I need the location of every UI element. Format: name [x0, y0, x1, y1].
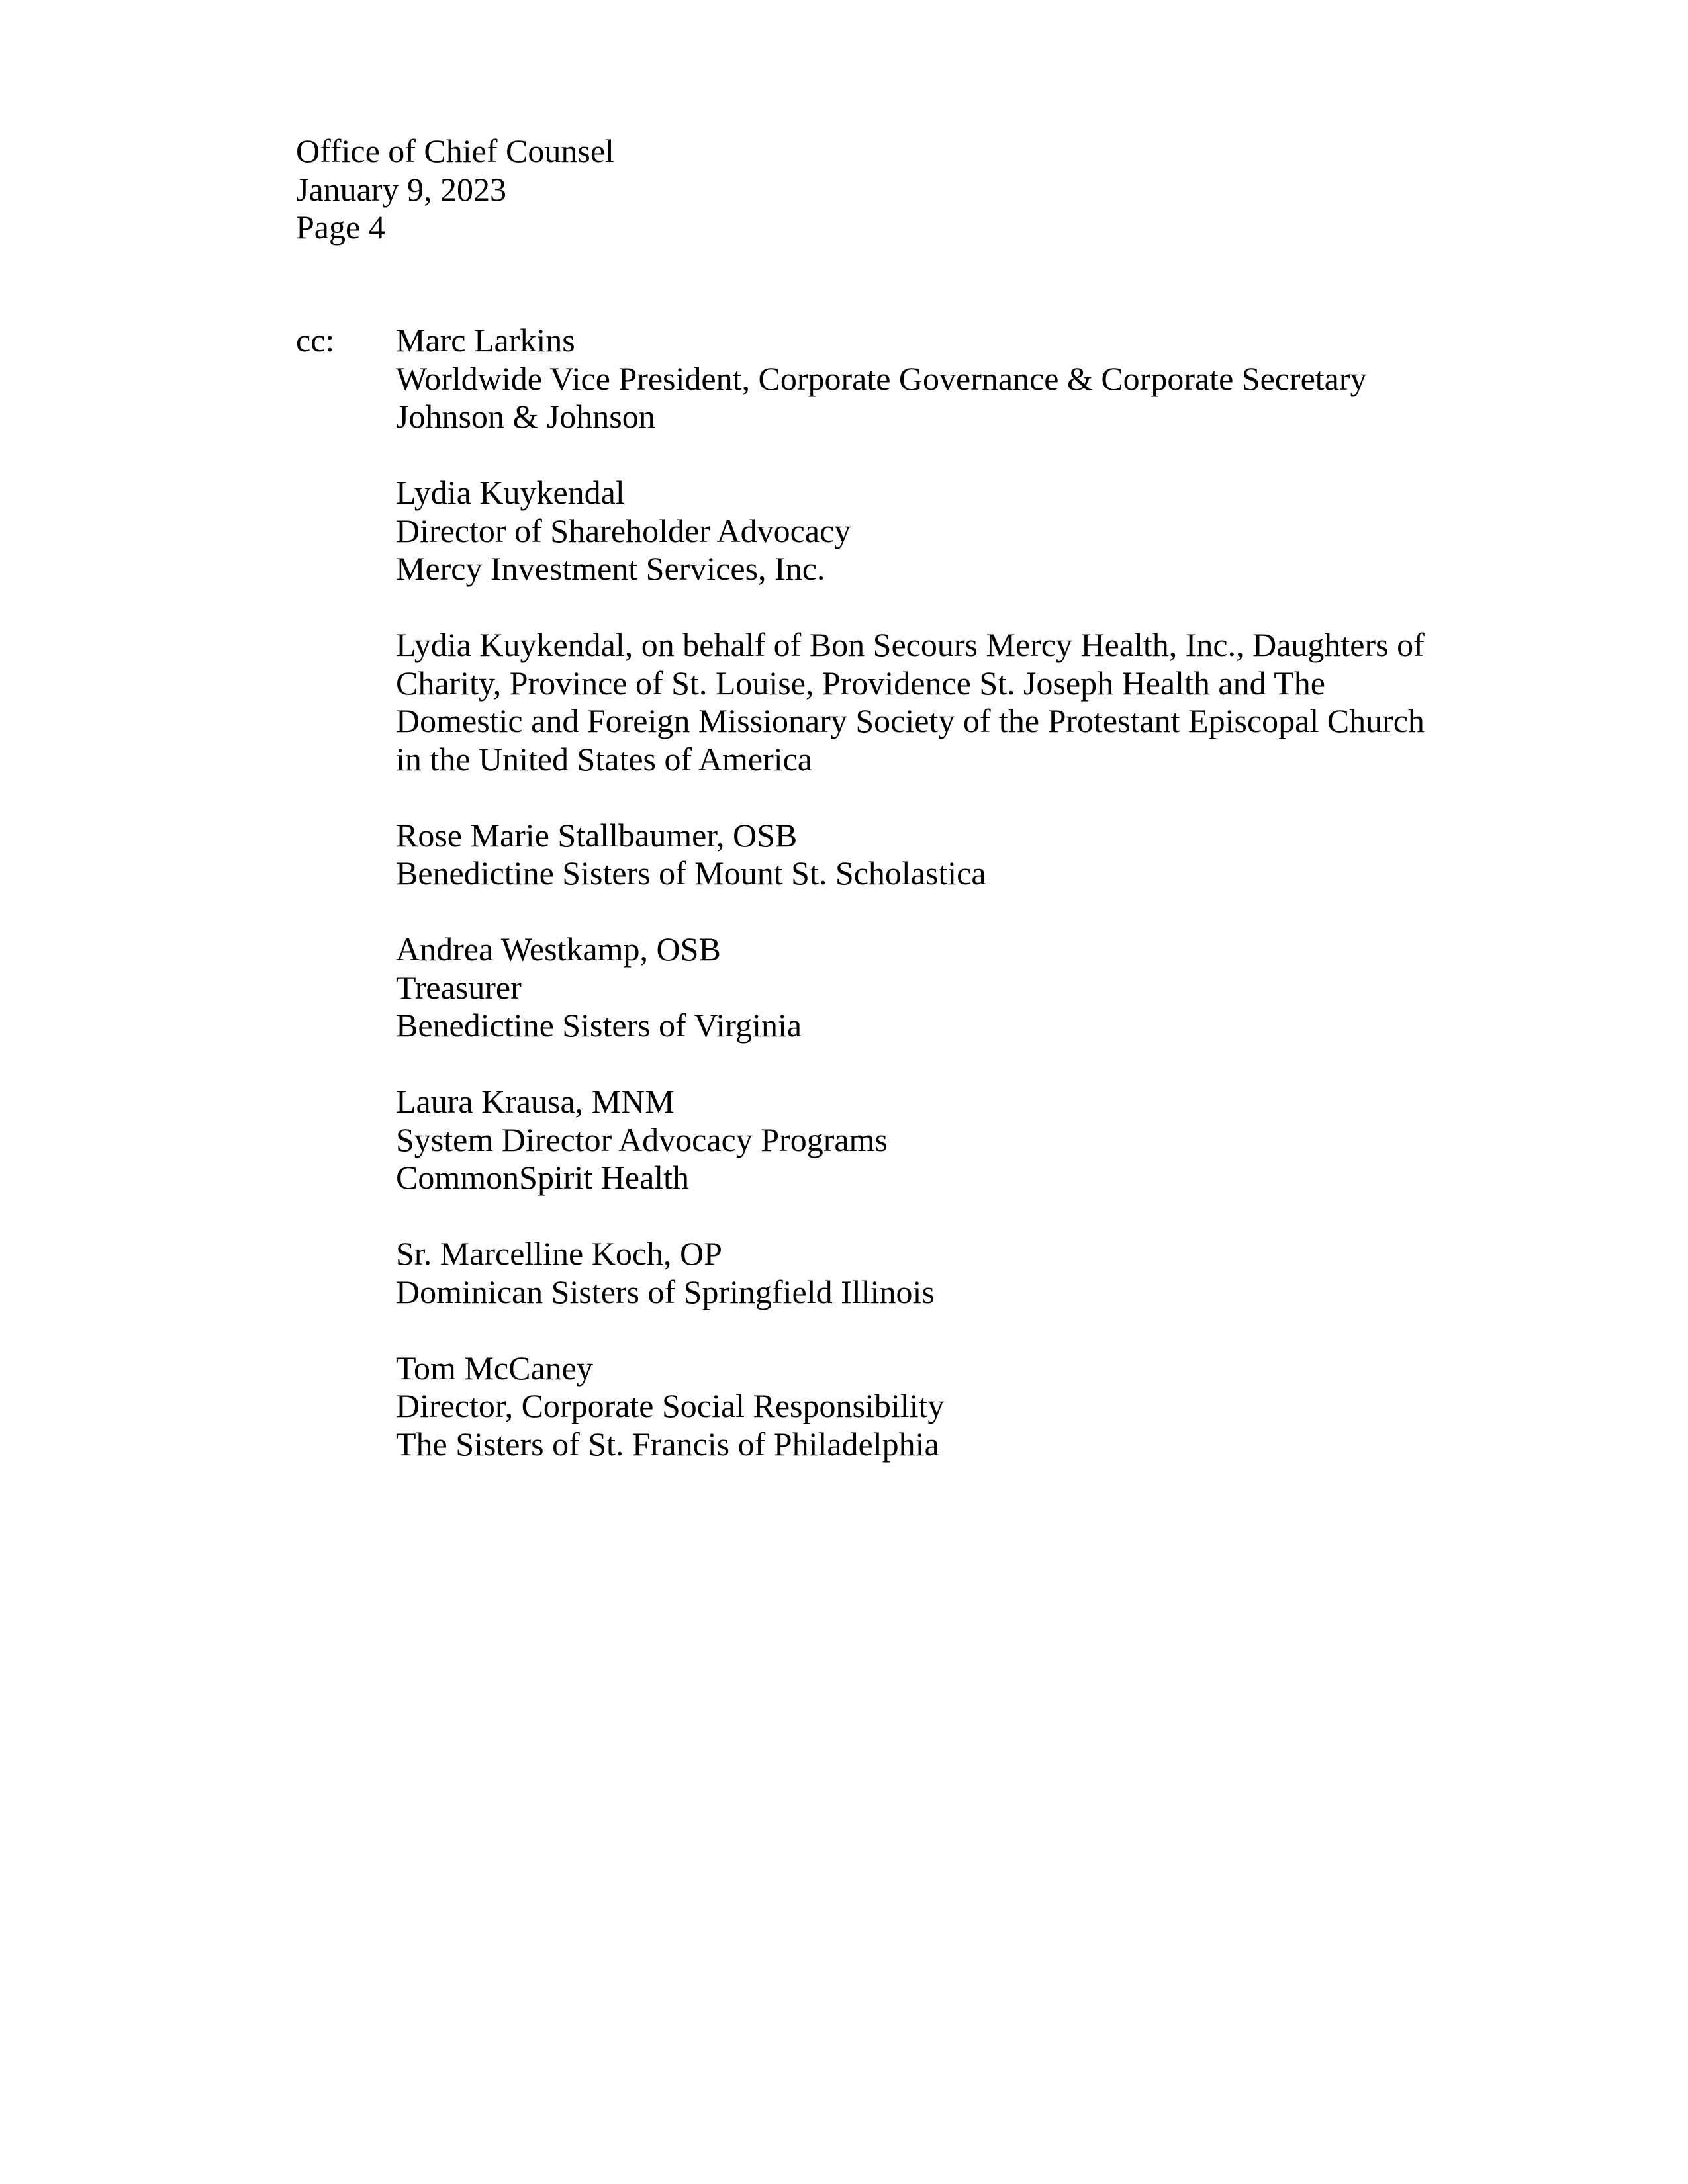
recipient-title: Director of Shareholder Advocacy [396, 512, 851, 549]
recipient-name: Marc Larkins [396, 322, 575, 359]
recipient-name: Lydia Kuykendal [396, 474, 625, 511]
recipient-name: Rose Marie Stallbaumer, OSB [396, 816, 798, 854]
recipient-name: Sr. Marcelline Koch, OP [396, 1235, 722, 1272]
cc-recipient [396, 817, 1455, 893]
cc-recipient [396, 1083, 1455, 1197]
cc-recipient-list [396, 322, 1455, 1502]
header-date: January 9, 2023 [296, 170, 506, 208]
recipient-name: Andrea Westkamp, OSB [396, 931, 721, 968]
recipient-organization: Johnson & Johnson [396, 398, 655, 435]
recipient-organization: The Sisters of St. Francis of Philadelphia [396, 1425, 939, 1463]
cc-recipient [396, 1235, 1455, 1311]
recipient-name: Tom McCaney [396, 1349, 593, 1387]
recipient-organization: CommonSpirit Health [396, 1159, 690, 1196]
recipient-title: Treasurer [396, 968, 522, 1006]
cc-recipient [396, 626, 1455, 778]
recipient-behalf-line: Charity, Province of St. Louise, Providence St. Joseph Health and The [396, 664, 1325, 702]
cc-recipient [396, 474, 1455, 588]
recipient-organization: Mercy Investment Services, Inc. [396, 550, 825, 587]
recipient-behalf-line: Lydia Kuykendal, on behalf of Bon Secours Mercy Health, Inc., Daughters of [396, 626, 1425, 663]
cc-label: cc: [296, 322, 335, 359]
recipient-title: Director, Corporate Social Responsibility [396, 1387, 945, 1424]
letter-header [296, 132, 614, 247]
recipient-organization: Benedictine Sisters of Virginia [396, 1007, 802, 1044]
cc-recipient [396, 322, 1455, 436]
cc-recipient [396, 931, 1455, 1045]
header-office: Office of Chief Counsel [296, 132, 614, 169]
recipient-organization: Benedictine Sisters of Mount St. Scholastica [396, 854, 986, 891]
recipient-behalf-line: in the United States of America [396, 740, 813, 778]
recipient-behalf-line: Domestic and Foreign Missionary Society of the Protestant Episcopal Church [396, 702, 1425, 739]
recipient-title: System Director Advocacy Programs [396, 1120, 888, 1158]
recipient-title: Worldwide Vice President, Corporate Governance & Corporate Secretary [396, 359, 1367, 397]
recipient-name: Laura Krausa, MNM [396, 1083, 675, 1120]
cc-recipient [396, 1349, 1455, 1464]
header-page-number: Page 4 [296, 208, 385, 246]
recipient-organization: Dominican Sisters of Springfield Illinois [396, 1273, 935, 1310]
